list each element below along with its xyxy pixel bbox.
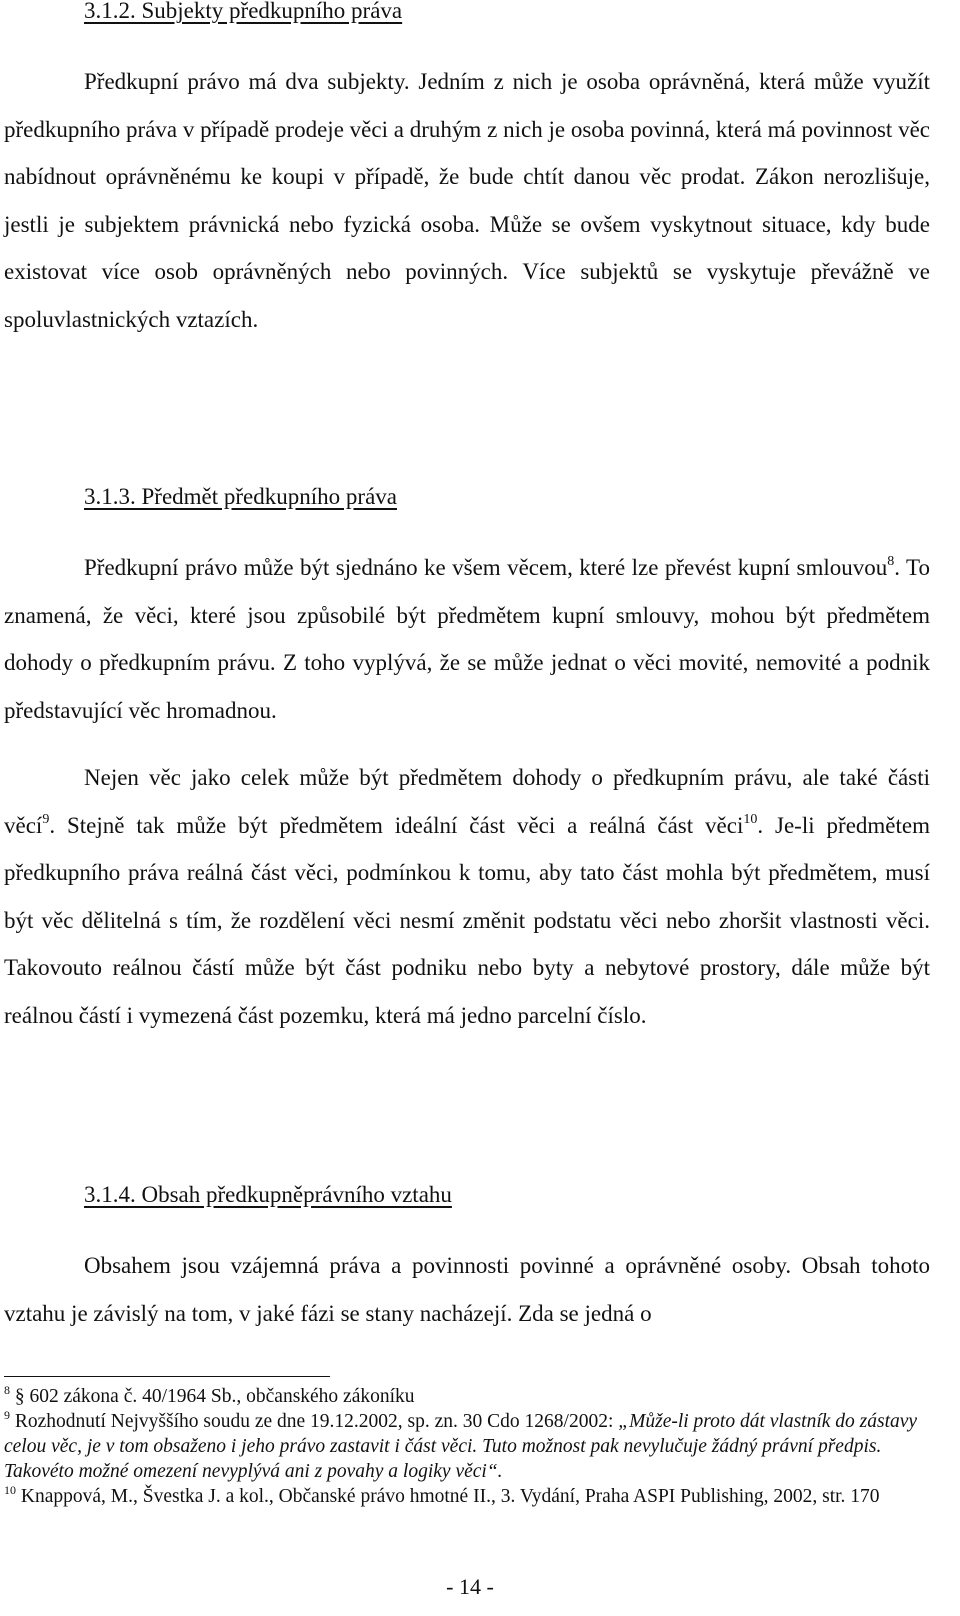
paragraph-subjects: Předkupní právo má dva subjekty. Jedním z nich je osoba oprávněná, která může využít předkupního práva v případě prodeje věci a druhým z nich je osoba povinná, která má povinnost věc nabídnout oprávněnému ke koupi v případě, že bude chtít danou věc prodat. Zákon nerozlišuje, jestli je subjektem právnická nebo fyzická osoba. Může se ovšem vyskytnout situace, kdy bude existovat více osob oprávněných nebo povinných. Více subjektů se vyskytuje převážně ve spoluvlastnických vztazích. [4,69,930,332]
paragraph-content: Obsahem jsou vzájemná práva a povinnosti povinné a oprávněné osoby. Obsah tohoto vztahu je závislý na tom, v jaké fázi se stany nacházejí. Zda se jedná o [4,1253,930,1326]
footnote-separator [4,1376,330,1377]
page-number: - 14 - [446,1574,494,1599]
section-heading-subjects: 3.1.2. Subjekty předkupního práva [84,0,403,23]
footnote-8: $^8$ § 602 zákona č. 40/1964 Sb., občanského zákoníku [4,1383,415,1407]
footnote-ref-10[interactable]: 10 [743,811,758,827]
footnote-9: $^9$ Rozhodnutí Nejvyššího soudu ze dne 19.12.2002, sp. zn. 30 Cdo 1268/2002: „Může-li proto dát vlastník do zástavy celou věc, je v tom obsaženo i jeho právo zastavit i část věci. Tuto možnost pak nevylučuje žádný právní předpis. Takovéto možné omezení nevyplývá ani z povahy a logiky věci“. [4,1408,918,1482]
footnote-10: $^{10}$ Knappová, M., Švestka J. a kol., Občanské právo hmotné II., 3. Vydání, Praha ASPI Publishing, 2002, str. 170 [4,1483,880,1507]
footnote-ref-9[interactable]: 9 [42,811,50,827]
paragraph-object-1: Předkupní právo může být sjednáno ke všem věcem, které lze převést kupní smlouvou$^8$. To znamená, že věci, které jsou způsobilé být předmětem kupní smlouvy, mohou být předmětem dohody o předkupním právu. Z toho vyplývá, že se může jednat o věci movité, nemovité a podnik představující věc hromadnou. [4,554,930,723]
footnote-ref-8[interactable]: 8 [887,554,895,569]
section-heading-content: 3.1.4. Obsah předkupněprávního vztahu [84,1182,452,1207]
section-heading-object: 3.1.3. Předmět předkupního práva [84,484,397,509]
paragraph-object-2: Nejen věc jako celek může být předmětem dohody o předkupním právu, ale také části věcí$^9$. Stejně tak může být předmětem ideální část věci a reálná část věci$^{10}$. Je-li předmětem předkupního práva reálná část věci, podmínkou k tomu, aby tato část mohla být předmětem, musí být věc dělitelná s tím, že rozdělení věci nesmí změnit podstatu věci nebo zhoršit vlastnosti věci. Takovouto reálnou částí může být část podniku nebo byty a nebytové prostory, dále může být reálnou částí i vymezená část pozemku, která má jedno parcelní číslo. [4,765,930,1028]
